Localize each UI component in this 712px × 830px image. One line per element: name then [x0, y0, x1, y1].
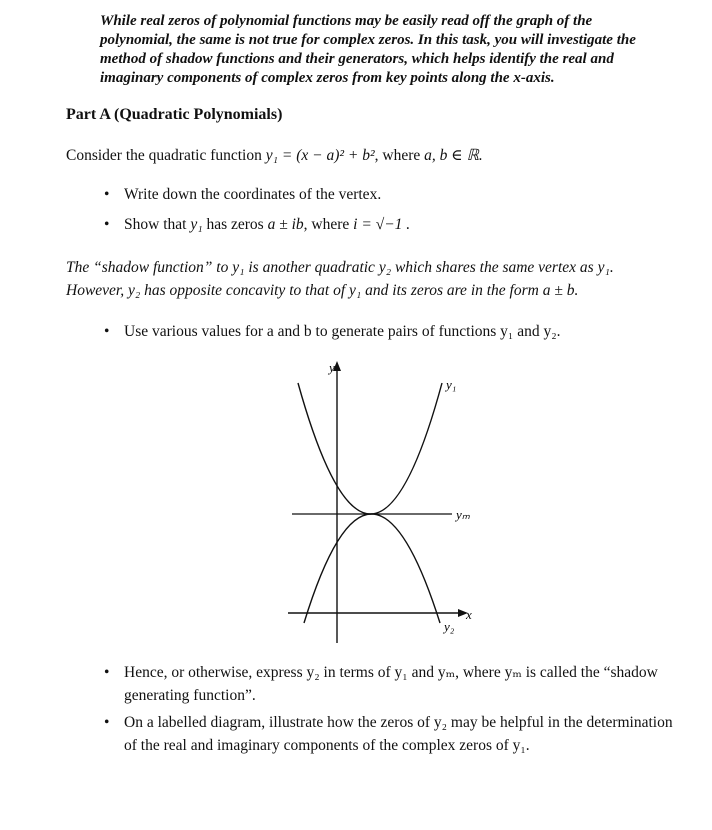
bullet-diagram	[104, 711, 704, 757]
bullet-vertex-text: Write down the coordinates of the vertex.	[124, 186, 382, 203]
consider-set: a, b ∈ ℝ.	[424, 147, 483, 164]
bullet-express-line-2: generating function”.	[124, 687, 256, 704]
consider-where: , where	[374, 147, 421, 164]
bullet-zeros	[104, 213, 704, 236]
consider-paragraph	[66, 144, 696, 167]
bullet-zeros-y1: y₁	[190, 216, 203, 233]
y2-label: y₂	[444, 619, 455, 634]
y2-curve	[304, 514, 440, 623]
bullet-dot: •	[104, 323, 110, 340]
shadow-function-graph	[280, 355, 480, 645]
bullet-dot: •	[104, 216, 110, 233]
bullet-express-line-1: Hence, or otherwise, express y₂ in terms of y₁ and yₘ, where yₘ is called the “shadow	[124, 664, 658, 681]
y1-label: y₁	[446, 377, 457, 392]
bullet-diagram-line-1: On a labelled diagram, illustrate how the zeros of y₂ may be helpful in the determination	[124, 714, 673, 731]
shadow-line-2: However, y₂ has opposite concavity to that of y₁ and its zeros are in the form a ± b.	[66, 282, 579, 299]
y-axis-label: y	[329, 360, 335, 375]
bullet-zeros-prefix: Show that	[124, 216, 187, 233]
consider-equation: y₁ = (x − a)² + b²	[265, 147, 375, 164]
bullet-zeros-where: , where	[303, 216, 350, 233]
bullet-zeros-mid: has zeros	[206, 216, 264, 233]
bullet-diagram-line-2: of the real and imaginary components of the complex zeros of y₁.	[124, 737, 530, 754]
bullet-diagram-text	[124, 711, 704, 757]
bullet-dot: •	[104, 186, 110, 203]
bullet-express	[104, 661, 704, 707]
consider-prefix: Consider the quadratic function	[66, 147, 262, 164]
part-a-heading: Part A (Quadratic Polynomials)	[66, 106, 283, 123]
intro-paragraph: While real zeros of polynomial functions may be easily read off the graph of the polynomial, the same is not true for complex zeros. In this task, you will investigate the method of shadow functions and their generators, which helps identify the real and imaginary components of complex zeros from key points along the x-axis.	[100, 13, 636, 86]
y1-curve	[298, 383, 442, 514]
ym-label: yₘ	[456, 507, 470, 522]
bullet-zeros-i: i = √−1 .	[353, 216, 411, 233]
shadow-paragraph	[66, 256, 696, 302]
bullet-values	[104, 320, 704, 343]
bullet-values-text: Use various values for a and b to generate pairs of functions y₁ and y₂.	[124, 323, 561, 340]
bullet-vertex	[104, 183, 704, 206]
bullet-dot: •	[104, 664, 110, 681]
bullet-zeros-text	[124, 213, 704, 236]
shadow-line-1: The “shadow function” to y₁ is another quadratic y₂ which shares the same vertex as y₁.	[66, 259, 614, 276]
bullet-dot: •	[104, 714, 110, 731]
bullet-express-text	[124, 661, 704, 707]
x-axis-label: x	[466, 607, 472, 622]
graph-svg	[280, 355, 480, 645]
bullet-zeros-values: a ± ib	[267, 216, 304, 233]
